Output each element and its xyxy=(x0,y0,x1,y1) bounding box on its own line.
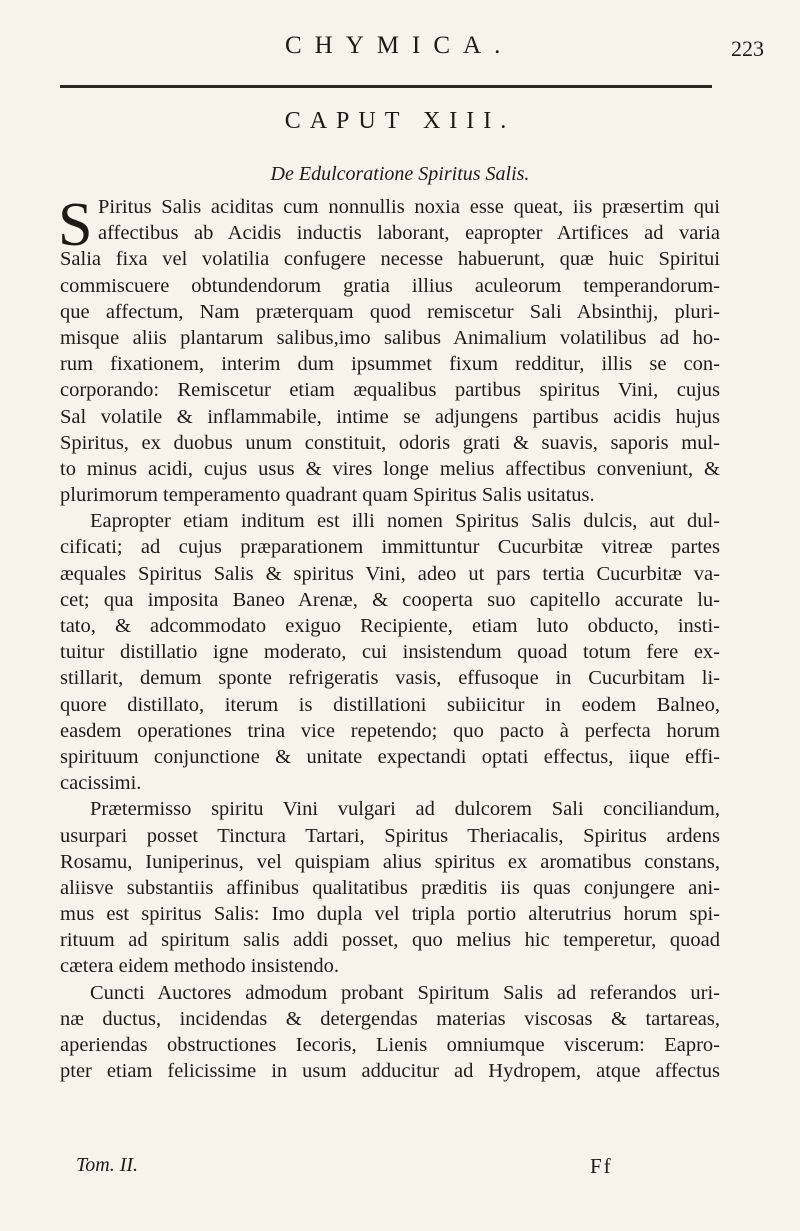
text-line: æquales Spiritus Salis & spiritus Vini, adeo ut pars tertia Cucurbitæ va- xyxy=(60,562,720,585)
text-line: cificati; ad cujus præparationem immittuntur Cucurbitæ vitreæ partes xyxy=(60,536,720,559)
text-line: Prætermisso spiritu Vini vulgari ad dulcorem Sali conciliandum, xyxy=(90,798,720,821)
text-line: Sal volatile & inflammabile, intime se adjungens partibus acidis hujus xyxy=(60,405,720,428)
text-line: cætera eidem methodo insistendo. xyxy=(60,955,339,978)
running-header xyxy=(0,26,800,66)
volume-label: Tom. II. xyxy=(76,1154,139,1176)
chapter-heading: CAPUT XIII. xyxy=(284,108,516,134)
text-line: commiscuere obtundendorum gratia illius aculeorum temperandorum- xyxy=(60,274,720,297)
text-line: rum fixationem, interim dum ipsummet fixum redditur, illis se con- xyxy=(60,353,720,376)
text-line: cacissimi. xyxy=(60,772,142,795)
text-line: pter etiam felicissime in usum adducitur ad Hydropem, atque affectus xyxy=(60,1060,720,1083)
text-line: tuitur distillatio igne moderato, cui insistendum quoad totum fere ex- xyxy=(60,641,720,664)
signature-mark: Ff xyxy=(590,1154,613,1178)
page-footer xyxy=(76,1154,716,1182)
text-line: mus est spiritus Salis: Imo dupla vel tripla portio alterutrius horum spi- xyxy=(60,903,720,926)
body-text xyxy=(58,191,720,1084)
text-line: corporando: Remiscetur etiam æqualibus partibus spiritus Vini, cujus xyxy=(60,379,720,402)
text-line: spirituum conjunctione & unitate expectandi optati effectus, iique effi- xyxy=(60,745,720,768)
chapter-subtitle: De Edulcoratione Spiritus Salis. xyxy=(270,163,530,185)
text-line: aperiendas obstructiones Iecoris, Lienis omniumque viscerum: Eapro- xyxy=(60,1034,720,1056)
text-line: Piritus Salis aciditas cum nonnullis noxia esse queat, iis præsertim qui xyxy=(98,196,720,218)
running-title: CHYMICA. xyxy=(285,32,514,59)
drop-cap: S xyxy=(58,191,93,259)
text-line: Eapropter etiam inditum est illi nomen Spiritus Salis dulcis, aut dul- xyxy=(90,510,720,533)
text-line: næ ductus, incidendas & detergendas materias viscosas & tartareas, xyxy=(60,1007,720,1030)
text-line: usurpari posset Tinctura Tartari, Spiritus Theriacalis, Spiritus ardens xyxy=(60,824,720,847)
text-line: aliisve substantiis affinibus qualitatibus præditis iis quas conjungere ani- xyxy=(60,876,720,899)
header-rule xyxy=(60,85,712,88)
text-line: tato, & adcommodato exiguo Recipiente, etiam luto obducto, insti- xyxy=(60,615,720,637)
text-line: stillarit, demum sponte refrigeratis vasis, effusoque in Cucurbitam li- xyxy=(60,667,720,690)
text-line: cet; qua imposita Baneo Arenæ, & cooperta suo capitello accurate lu- xyxy=(60,588,720,611)
text-line: easdem operationes trina vice repetendo; quo pacto à perfecta horum xyxy=(60,719,720,742)
text-line: quore distillato, iterum is distillationi subiicitur in eodem Balneo, xyxy=(60,693,720,716)
text-line: que affectum, Nam præterquam quod remiscetur Sali Absinthij, pluri- xyxy=(60,300,720,323)
text-line: rituum ad spiritum salis addi posset, quo melius hic temperetur, quoad xyxy=(60,929,720,952)
text-line: Spiritus, ex duobus unum constituit, odoris grati & suavis, saporis mul- xyxy=(60,431,720,454)
text-line: Cuncti Auctores admodum probant Spiritum Salis ad referandos uri- xyxy=(90,981,720,1004)
text-line: Rosamu, Iuniperinus, vel quispiam alius spiritus ex aromatibus constans, xyxy=(60,850,720,873)
text-line: affectibus ab Acidis inductis laborant, eapropter Artifices ad varia xyxy=(98,222,720,245)
text-line: misque aliis plantarum salibus,imo salibus Animalium volatilibus ad ho- xyxy=(60,326,720,349)
text-line: Salia fixa vel volatilia confugere necesse habuerunt, quæ huic Spiritui xyxy=(60,248,720,271)
text-line: plurimorum temperamento quadrant quam Spiritus Salis usitatus. xyxy=(60,484,595,507)
page-number: 223 xyxy=(731,36,764,61)
text-line: to minus acidi, cujus usus & vires longe melius affectibus conveniunt, & xyxy=(60,457,720,480)
